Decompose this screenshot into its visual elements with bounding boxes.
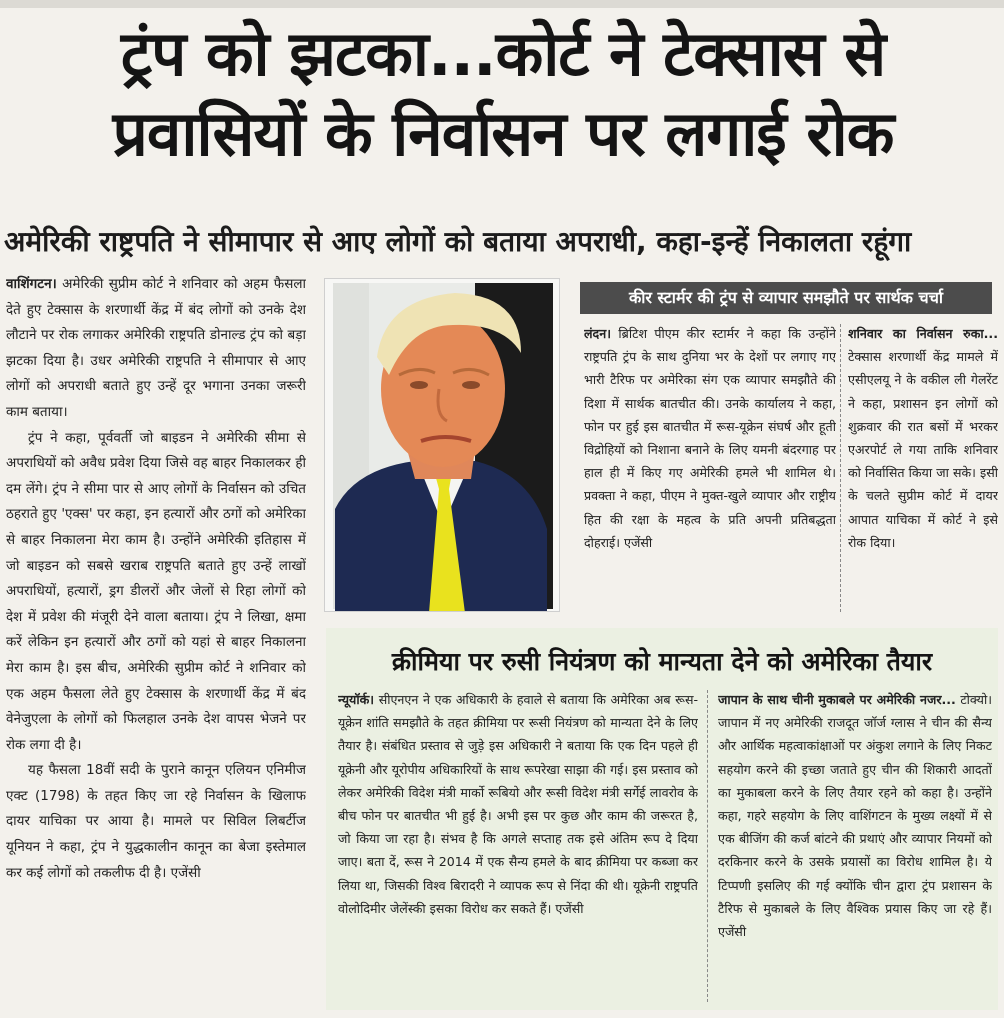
- main-story-para-3: [6, 758, 306, 886]
- starmer-box: [574, 278, 998, 616]
- main-story-text-1: अमेरिकी सुप्रीम कोर्ट ने शनिवार को अहम फैसला देते हुए टेक्सास के शरणार्थी केंद्र में बंद लोगों को उनके देश लौटाने पर रोक लगाकर अमेरिकी राष्ट्रपति डोनाल्ड ट्रंप को बड़ा झटका दिया है। उधर अमेरिकी राष्ट्रपति ने सीमापार से आए लोगों को अपराधी बताते हुए उन्हें दूर भगाना उनका जरूरी काम बताया।: [6, 276, 306, 420]
- main-story-text-2: ट्रंप ने कहा, पूर्ववर्ती जो बाइडन ने अमेरिकी सीमा से अपराधियों को अवैध प्रवेश दिया जिसे वह बाहर निकालकर ही दम लेंगे। ट्रंप ने सीमा पार से आए लोगों के निर्वासन को उचित ठहराते हुए 'एक्स' पर कहा, इन हत्यारों और ठगों को अमेरिका से बाहर निकालना मेरा काम है। उन्होंने अमेरिकी इतिहास में जो बाइडन को सबसे खराब राष्ट्रपति बताते हुए उन्हें लाखों अपराधियों, हत्यारों, ड्रग डीलरों और जेलों से रिहा लोगों को देश में प्रवेश की मंजूरी देने वाला बताया। ट्रंप ने लिखा, क्षमा करें लेकिन इन हत्यारों और ठगों को यहां से बाहर निकालना मेरा काम है। इस बीच, अमेरिकी सुप्रीम कोर्ट ने शनिवार को एक अहम फैसला लेते हुए टेक्सास के शरणार्थी केंद्र में बंद वेनेजुएला के लोगों को फिलहाल उनके देश वापस भेजने पर रोक लगा दी है।: [6, 429, 306, 753]
- deportation-stopped-story: [848, 322, 998, 612]
- japan-china-agency: एजेंसी: [718, 924, 747, 940]
- starmer-story-para: [584, 322, 836, 554]
- deportation-text: टेक्सास शरणार्थी केंद्र मामले में एसीएलयू ने के वकील ली गेलरेंट ने कहा, प्रशासन इन लोगों को शुक्रवार की रात बसों में भरकर एअरपोर्ट ले गया ताकि शनिवार को निर्वासित किया जा सके। इसी के चलते सुप्रीम कोर्ट में दायर आपात याचिका में कोर्ट ने इसे रोक दिया।: [848, 349, 998, 550]
- crimea-text: सीएनएन ने एक अधिकारी के हवाले से बताया कि अमेरिका अब रूस-यूक्रेन शांति समझौते के तहत क्रीमिया पर रूसी नियंत्रण को मान्यता देने के लिए तैयार है। संबंधित प्रस्ताव से जुड़े इस अधिकारी ने बताया कि एक दिन पहले ही यूक्रेनी और यूरोपीय अधिकारियों के साथ रूपरेखा साझा की गई। इस प्रस्ताव को लेकर अमेरिकी विदेश मंत्री मार्को रूबियो और रूसी विदेश मंत्री सर्गेई लावरोव के बीच फोन पर बातचीत भी हुई है। अभी इस पर कुछ और काम की जरूरत है, जो किया जा रहा है। संभव है कि अगले सप्ताह तक इसे अंतिम रूप दे दिया जाए। बता दें, रूस ने 2014 में एक सैन्य हमले के बाद क्रीमिया पर कब्जा कर लिया था, जिसकी विश्व बिरादरी ने व्यापक रूप से निंदा की थी। यूक्रेनी राष्ट्रपति वोलोदिमीर जेलेंस्की इसका विरोध कर सकते हैं।: [338, 692, 698, 916]
- main-story-para-1: [6, 272, 306, 426]
- main-story-dateline: वाशिंगटन।: [6, 276, 57, 292]
- starmer-box-title: कीर स्टार्मर की ट्रंप से व्यापार समझौते पर सार्थक चर्चा: [580, 282, 992, 314]
- japan-china-story: [718, 688, 992, 1008]
- main-story-agency: एजेंसी: [170, 864, 201, 881]
- main-story-text-3: यह फैसला 18वीं सदी के पुराने कानून एलियन एनिमीज एक्ट (1798) के तहत किए जा रहे निर्वासन के खिलाफ दायर याचिका पर आया है। मामले पर सिविल लिबर्टीज यूनियन ने कहा, ट्रंप ने युद्धकालीन कानून का बेजा इस्तेमाल कर कई लोगों को तकलीफ दी है।: [6, 762, 306, 881]
- trump-photo: [324, 278, 560, 612]
- crimea-story-para: [338, 688, 698, 920]
- headline: [8, 14, 998, 174]
- column-divider: [707, 690, 708, 1002]
- starmer-story: [584, 322, 836, 612]
- headline-line-2: प्रवासियों के निर्वासन पर लगाई रोक: [112, 97, 894, 170]
- starmer-dateline: लंदन।: [584, 326, 611, 341]
- crimea-box-title: क्रीमिया पर रुसी नियंत्रण को मान्यता देने को अमेरिका तैयार: [391, 647, 933, 676]
- starmer-text: ब्रिटिश पीएम कीर स्टार्मर ने कहा कि उन्होंने राष्ट्रपति ट्रंप के साथ दुनिया भर के देशों पर लगाए गए भारी टैरिफ पर अमेरिका संग एक व्यापार समझौते की दिशा में सार्थक बातचीत की। उनके कार्यालय ने कहा, फोन पर हुई इस बातचीत में रूस-यूक्रेन संघर्ष और हूती विद्रोहियों को निशाना बनाने के लिए यमनी बंदरगाह पर हाल ही में किए गए अमेरिकी हमले भी शामिल थे। प्रवक्ता ने कहा, पीएम ने मुक्त-खुले व्यापार और राष्ट्रीय हित की रक्षा के महत्व के प्रति अपनी प्रतिबद्धता दोहराई।: [584, 326, 836, 550]
- japan-china-text: टोक्यो। जापान में नए अमेरिकी राजदूत जॉर्ज ग्लास ने चीन की सैन्य और आर्थिक महत्वाकांक्षाओं पर अंकुश लगाने के लिए निकट सहयोग करने की इच्छा जताते हुए चीन की शिकारी आदतों का मुकाबला करने के लिए तैयार रहने को कहा है। उन्होंने कहा, गहरे सहयोग के लिए वाशिंगटन के मुख्य लक्ष्यों में से एक बीजिंग की कर्ज बांटने की प्रथाएं और व्यापार नियमों को दरकिनार करने के उसके प्रयासों का विरोध शामिल है। ये टिप्पणी इसलिए की गई क्योंकि चीन द्वारा ट्रंप प्रशासन के टैरिफ से मुकाबले के लिए वैश्विक प्रयास किए जा रहे हैं।: [718, 692, 992, 916]
- main-story: [6, 272, 306, 1012]
- portrait-illustration: [325, 279, 560, 612]
- column-divider: [840, 324, 841, 612]
- crimea-dateline: न्यूयॉर्क।: [338, 692, 375, 707]
- main-story-para-2: [6, 426, 306, 759]
- deportation-dateline: शनिवार का निर्वासन रुका...: [848, 326, 998, 341]
- crimea-box: [326, 628, 998, 1010]
- top-strip: [0, 0, 1004, 8]
- japan-china-para: [718, 688, 992, 943]
- deportation-para: [848, 322, 998, 554]
- crimea-story: [338, 688, 698, 1008]
- starmer-agency: एजेंसी: [624, 534, 653, 550]
- headline-line-1: ट्रंप को झटका...कोर्ट ने टेक्सास से: [120, 17, 886, 90]
- japan-china-dateline: जापान के साथ चीनी मुकाबले पर अमेरिकी नजर...: [718, 692, 956, 707]
- crimea-agency: एजेंसी: [555, 900, 584, 916]
- subheadline: अमेरिकी राष्ट्रपति ने सीमापार से आए लोगों को बताया अपराधी, कहा-इन्हें निकालता रहूंगा: [4, 225, 912, 258]
